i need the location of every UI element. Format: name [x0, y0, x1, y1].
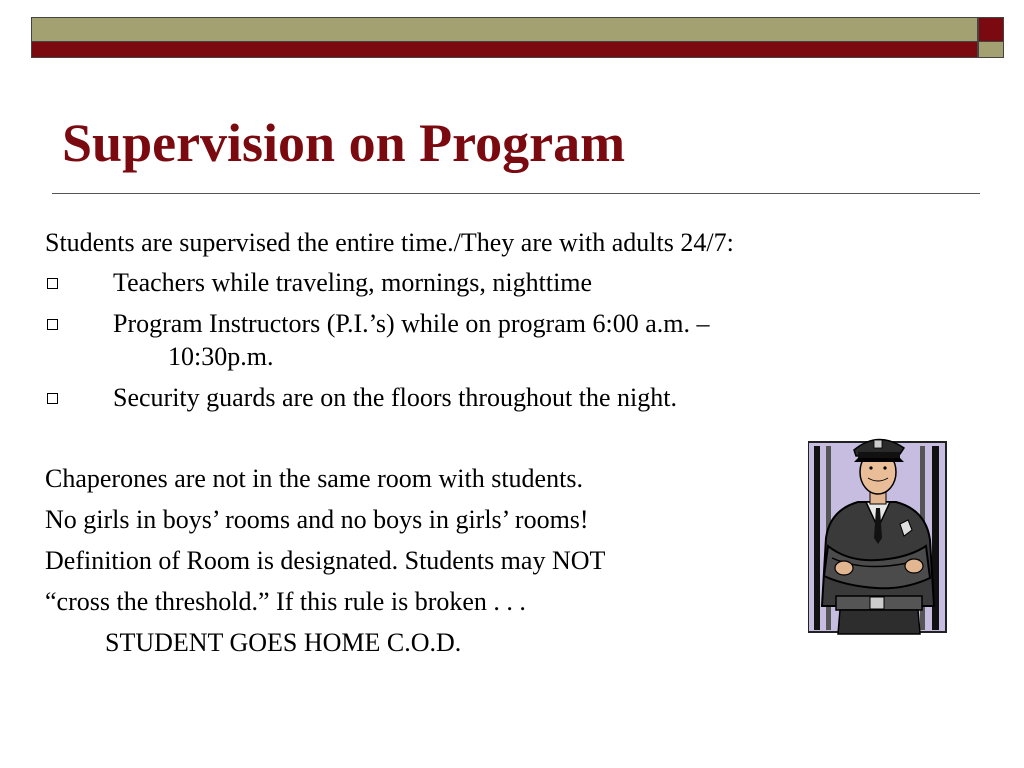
body-paragraph: Chaperones are not in the same room with students.: [45, 464, 583, 493]
header-bar-olive: [31, 17, 978, 42]
bullet-item: Program Instructors (P.I.’s) while on program 6:00 a.m. –: [113, 309, 710, 338]
header-square-olive: [978, 42, 1004, 58]
bullet-item: Teachers while traveling, mornings, nighttime: [113, 268, 593, 297]
hollow-square-icon: [47, 393, 58, 404]
hollow-square-icon: [47, 278, 58, 289]
body-paragraph: Definition of Room is designated. Students may NOT: [45, 546, 606, 575]
intro-text: Students are supervised the entire time./They are with adults 24/7:: [45, 228, 734, 257]
body-paragraph: No girls in boys’ rooms and no boys in girls’ rooms!: [45, 505, 589, 534]
header-bar-maroon: [31, 42, 978, 58]
body-paragraph: “cross the threshold.” If this rule is broken . . .: [45, 587, 526, 616]
hollow-square-icon: [47, 319, 58, 330]
header-square-maroon: [978, 17, 1004, 42]
title-divider: [52, 193, 980, 194]
bullet-item-continuation: 10:30p.m.: [168, 342, 274, 371]
final-statement: STUDENT GOES HOME C.O.D.: [105, 628, 462, 657]
security-guard-clipart: [808, 428, 950, 640]
slide-title: Supervision on Program: [62, 113, 626, 173]
bullet-item: Security guards are on the floors throughout the night.: [113, 383, 677, 412]
